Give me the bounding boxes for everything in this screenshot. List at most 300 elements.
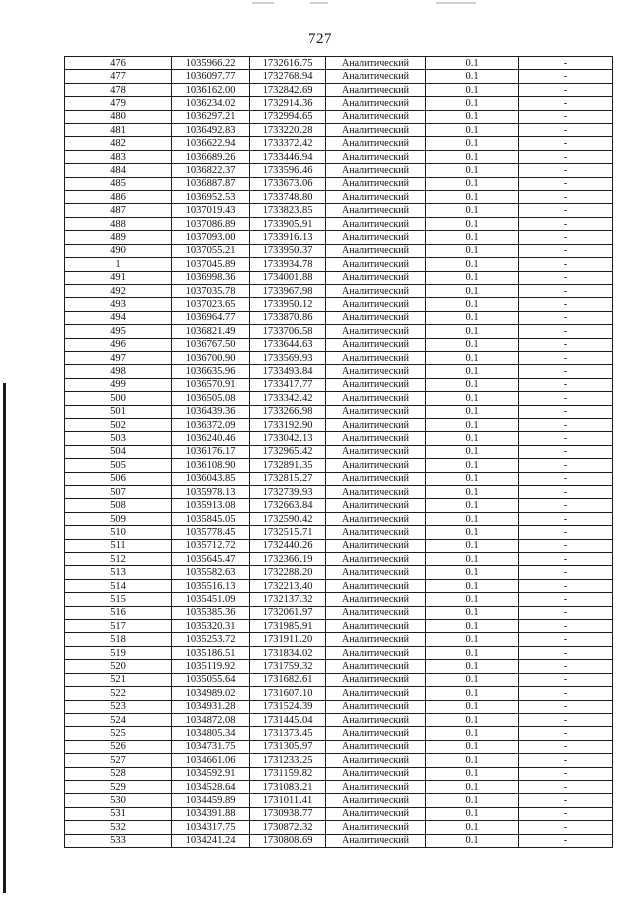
accuracy-cell: 0.1	[426, 606, 519, 619]
y-coordinate-cell: 1731985.91	[250, 620, 326, 633]
point-number-cell: 505	[65, 459, 172, 472]
point-number-cell: 528	[65, 767, 172, 780]
accuracy-cell: 0.1	[426, 660, 519, 673]
method-cell: Аналитический	[326, 298, 426, 311]
accuracy-cell: 0.1	[426, 486, 519, 499]
method-cell: Аналитический	[326, 579, 426, 592]
point-number-cell: 498	[65, 365, 172, 378]
point-number-cell: 481	[65, 124, 172, 137]
point-number-cell: 482	[65, 137, 172, 150]
y-coordinate-cell: 1733417.77	[250, 378, 326, 391]
accuracy-cell: 0.1	[426, 593, 519, 606]
x-coordinate-cell: 1036176.17	[172, 445, 250, 458]
y-coordinate-cell: 1734001.88	[250, 271, 326, 284]
method-cell: Аналитический	[326, 191, 426, 204]
method-cell: Аналитический	[326, 740, 426, 753]
point-number-cell: 525	[65, 727, 172, 740]
x-coordinate-cell: 1037019.43	[172, 204, 250, 217]
accuracy-cell: 0.1	[426, 298, 519, 311]
method-cell: Аналитический	[326, 110, 426, 123]
method-cell: Аналитический	[326, 780, 426, 793]
y-coordinate-cell: 1733934.78	[250, 258, 326, 271]
y-coordinate-cell: 1730808.69	[250, 834, 326, 847]
x-coordinate-cell: 1036622.94	[172, 137, 250, 150]
x-coordinate-cell: 1035845.05	[172, 512, 250, 525]
point-number-cell: 527	[65, 754, 172, 767]
accuracy-cell: 0.1	[426, 780, 519, 793]
extra-cell: -	[519, 231, 613, 244]
table-row	[65, 646, 613, 659]
x-coordinate-cell: 1036700.90	[172, 351, 250, 364]
table-row	[65, 351, 613, 364]
extra-cell: -	[519, 338, 613, 351]
accuracy-cell: 0.1	[426, 244, 519, 257]
point-number-cell: 477	[65, 70, 172, 83]
x-coordinate-cell: 1035913.08	[172, 499, 250, 512]
method-cell: Аналитический	[326, 325, 426, 338]
accuracy-cell: 0.1	[426, 338, 519, 351]
x-coordinate-cell: 1035645.47	[172, 553, 250, 566]
y-coordinate-cell: 1732842.69	[250, 83, 326, 96]
table-row	[65, 807, 613, 820]
x-coordinate-cell: 1035385.36	[172, 606, 250, 619]
y-coordinate-cell: 1732739.93	[250, 486, 326, 499]
method-cell: Аналитический	[326, 150, 426, 163]
method-cell: Аналитический	[326, 486, 426, 499]
accuracy-cell: 0.1	[426, 124, 519, 137]
point-number-cell: 502	[65, 418, 172, 431]
method-cell: Аналитический	[326, 204, 426, 217]
table-row	[65, 472, 613, 485]
table-row	[65, 418, 613, 431]
accuracy-cell: 0.1	[426, 150, 519, 163]
y-coordinate-cell: 1732891.35	[250, 459, 326, 472]
method-cell: Аналитический	[326, 271, 426, 284]
y-coordinate-cell: 1733446.94	[250, 150, 326, 163]
x-coordinate-cell: 1034872.08	[172, 713, 250, 726]
y-coordinate-cell: 1732914.36	[250, 97, 326, 110]
accuracy-cell: 0.1	[426, 137, 519, 150]
point-number-cell: 486	[65, 191, 172, 204]
accuracy-cell: 0.1	[426, 432, 519, 445]
point-number-cell: 520	[65, 660, 172, 673]
table-row	[65, 284, 613, 297]
method-cell: Аналитический	[326, 660, 426, 673]
table-row	[65, 633, 613, 646]
accuracy-cell: 0.1	[426, 271, 519, 284]
x-coordinate-cell: 1036097.77	[172, 70, 250, 83]
y-coordinate-cell: 1733870.86	[250, 311, 326, 324]
accuracy-cell: 0.1	[426, 807, 519, 820]
accuracy-cell: 0.1	[426, 459, 519, 472]
table-row	[65, 432, 613, 445]
point-number-cell: 500	[65, 392, 172, 405]
extra-cell: -	[519, 579, 613, 592]
table-row	[65, 110, 613, 123]
point-number-cell: 516	[65, 606, 172, 619]
table-row	[65, 204, 613, 217]
x-coordinate-cell: 1035516.13	[172, 579, 250, 592]
table-row	[65, 673, 613, 686]
point-number-cell: 511	[65, 539, 172, 552]
extra-cell: -	[519, 365, 613, 378]
method-cell: Аналитический	[326, 164, 426, 177]
y-coordinate-cell: 1733372.42	[250, 137, 326, 150]
x-coordinate-cell: 1036043.85	[172, 472, 250, 485]
extra-cell: -	[519, 97, 613, 110]
method-cell: Аналитический	[326, 620, 426, 633]
extra-cell: -	[519, 445, 613, 458]
point-number-cell: 531	[65, 807, 172, 820]
table-row	[65, 593, 613, 606]
extra-cell: -	[519, 821, 613, 834]
y-coordinate-cell: 1731834.02	[250, 646, 326, 659]
y-coordinate-cell: 1731682.61	[250, 673, 326, 686]
method-cell: Аналитический	[326, 365, 426, 378]
method-cell: Аналитический	[326, 633, 426, 646]
x-coordinate-cell: 1036689.26	[172, 150, 250, 163]
accuracy-cell: 0.1	[426, 472, 519, 485]
y-coordinate-cell: 1732137.32	[250, 593, 326, 606]
extra-cell: -	[519, 553, 613, 566]
accuracy-cell: 0.1	[426, 325, 519, 338]
x-coordinate-cell: 1037093.00	[172, 231, 250, 244]
extra-cell: -	[519, 137, 613, 150]
extra-cell: -	[519, 780, 613, 793]
extra-cell: -	[519, 351, 613, 364]
y-coordinate-cell: 1732616.75	[250, 57, 326, 70]
table-row	[65, 57, 613, 70]
point-number-cell: 497	[65, 351, 172, 364]
method-cell: Аналитический	[326, 472, 426, 485]
point-number-cell: 529	[65, 780, 172, 793]
table-row	[65, 727, 613, 740]
accuracy-cell: 0.1	[426, 821, 519, 834]
accuracy-cell: 0.1	[426, 204, 519, 217]
table-row	[65, 445, 613, 458]
accuracy-cell: 0.1	[426, 110, 519, 123]
method-cell: Аналитический	[326, 258, 426, 271]
coordinates-table	[64, 56, 613, 848]
x-coordinate-cell: 1035451.09	[172, 593, 250, 606]
y-coordinate-cell: 1733596.46	[250, 164, 326, 177]
table-row	[65, 137, 613, 150]
y-coordinate-cell: 1731083.21	[250, 780, 326, 793]
method-cell: Аналитический	[326, 338, 426, 351]
accuracy-cell: 0.1	[426, 566, 519, 579]
y-coordinate-cell: 1732768.94	[250, 70, 326, 83]
accuracy-cell: 0.1	[426, 392, 519, 405]
method-cell: Аналитический	[326, 432, 426, 445]
accuracy-cell: 0.1	[426, 673, 519, 686]
method-cell: Аналитический	[326, 754, 426, 767]
y-coordinate-cell: 1733266.98	[250, 405, 326, 418]
accuracy-cell: 0.1	[426, 311, 519, 324]
accuracy-cell: 0.1	[426, 499, 519, 512]
table-row	[65, 606, 613, 619]
page-number: 727	[308, 31, 332, 47]
y-coordinate-cell: 1731445.04	[250, 713, 326, 726]
accuracy-cell: 0.1	[426, 512, 519, 525]
method-cell: Аналитический	[326, 392, 426, 405]
table-row	[65, 459, 613, 472]
point-number-cell: 501	[65, 405, 172, 418]
y-coordinate-cell: 1733192.90	[250, 418, 326, 431]
extra-cell: -	[519, 432, 613, 445]
method-cell: Аналитический	[326, 606, 426, 619]
accuracy-cell: 0.1	[426, 579, 519, 592]
x-coordinate-cell: 1036964.77	[172, 311, 250, 324]
method-cell: Аналитический	[326, 539, 426, 552]
x-coordinate-cell: 1036570.91	[172, 378, 250, 391]
table-row	[65, 338, 613, 351]
accuracy-cell: 0.1	[426, 713, 519, 726]
method-cell: Аналитический	[326, 794, 426, 807]
y-coordinate-cell: 1732288.20	[250, 566, 326, 579]
method-cell: Аналитический	[326, 512, 426, 525]
y-coordinate-cell: 1732815.27	[250, 472, 326, 485]
extra-cell: -	[519, 646, 613, 659]
method-cell: Аналитический	[326, 499, 426, 512]
table-row	[65, 244, 613, 257]
point-number-cell: 489	[65, 231, 172, 244]
accuracy-cell: 0.1	[426, 646, 519, 659]
accuracy-cell: 0.1	[426, 754, 519, 767]
extra-cell: -	[519, 834, 613, 847]
table-row	[65, 217, 613, 230]
x-coordinate-cell: 1036952.53	[172, 191, 250, 204]
table-row	[65, 191, 613, 204]
point-number-cell: 526	[65, 740, 172, 753]
extra-cell: -	[519, 512, 613, 525]
point-number-cell: 480	[65, 110, 172, 123]
y-coordinate-cell: 1732061.97	[250, 606, 326, 619]
y-coordinate-cell: 1730872.32	[250, 821, 326, 834]
y-coordinate-cell: 1731159.82	[250, 767, 326, 780]
method-cell: Аналитический	[326, 351, 426, 364]
table-row	[65, 754, 613, 767]
y-coordinate-cell: 1732213.40	[250, 579, 326, 592]
scan-artifact	[252, 2, 274, 4]
accuracy-cell: 0.1	[426, 97, 519, 110]
point-number-cell: 530	[65, 794, 172, 807]
point-number-cell: 479	[65, 97, 172, 110]
table-row	[65, 325, 613, 338]
extra-cell: -	[519, 271, 613, 284]
method-cell: Аналитический	[326, 124, 426, 137]
y-coordinate-cell: 1733916.13	[250, 231, 326, 244]
x-coordinate-cell: 1036887.87	[172, 177, 250, 190]
method-cell: Аналитический	[326, 713, 426, 726]
extra-cell: -	[519, 727, 613, 740]
point-number-cell: 504	[65, 445, 172, 458]
x-coordinate-cell: 1036240.46	[172, 432, 250, 445]
x-coordinate-cell: 1035778.45	[172, 526, 250, 539]
table-row	[65, 794, 613, 807]
extra-cell: -	[519, 258, 613, 271]
method-cell: Аналитический	[326, 97, 426, 110]
accuracy-cell: 0.1	[426, 620, 519, 633]
method-cell: Аналитический	[326, 700, 426, 713]
x-coordinate-cell: 1036234.02	[172, 97, 250, 110]
extra-cell: -	[519, 110, 613, 123]
y-coordinate-cell: 1733950.37	[250, 244, 326, 257]
table-row	[65, 713, 613, 726]
x-coordinate-cell: 1034592.91	[172, 767, 250, 780]
accuracy-cell: 0.1	[426, 378, 519, 391]
extra-cell: -	[519, 767, 613, 780]
point-number-cell: 483	[65, 150, 172, 163]
table-row	[65, 405, 613, 418]
extra-cell: -	[519, 472, 613, 485]
table-row	[65, 177, 613, 190]
extra-cell: -	[519, 687, 613, 700]
extra-cell: -	[519, 526, 613, 539]
y-coordinate-cell: 1733569.93	[250, 351, 326, 364]
accuracy-cell: 0.1	[426, 70, 519, 83]
extra-cell: -	[519, 325, 613, 338]
x-coordinate-cell: 1035253.72	[172, 633, 250, 646]
y-coordinate-cell: 1732994.65	[250, 110, 326, 123]
y-coordinate-cell: 1733748.80	[250, 191, 326, 204]
accuracy-cell: 0.1	[426, 177, 519, 190]
accuracy-cell: 0.1	[426, 57, 519, 70]
point-number-cell: 518	[65, 633, 172, 646]
x-coordinate-cell: 1035119.92	[172, 660, 250, 673]
method-cell: Аналитический	[326, 137, 426, 150]
x-coordinate-cell: 1036372.09	[172, 418, 250, 431]
accuracy-cell: 0.1	[426, 633, 519, 646]
method-cell: Аналитический	[326, 687, 426, 700]
table-row	[65, 687, 613, 700]
method-cell: Аналитический	[326, 553, 426, 566]
table-row	[65, 620, 613, 633]
point-number-cell: 491	[65, 271, 172, 284]
extra-cell: -	[519, 392, 613, 405]
extra-cell: -	[519, 150, 613, 163]
accuracy-cell: 0.1	[426, 164, 519, 177]
accuracy-cell: 0.1	[426, 539, 519, 552]
x-coordinate-cell: 1036821.49	[172, 325, 250, 338]
table-row	[65, 392, 613, 405]
y-coordinate-cell: 1733042.13	[250, 432, 326, 445]
extra-cell: -	[519, 566, 613, 579]
y-coordinate-cell: 1731305.97	[250, 740, 326, 753]
y-coordinate-cell: 1733823.85	[250, 204, 326, 217]
y-coordinate-cell: 1732515.71	[250, 526, 326, 539]
accuracy-cell: 0.1	[426, 405, 519, 418]
point-number-cell: 485	[65, 177, 172, 190]
extra-cell: -	[519, 204, 613, 217]
table-row	[65, 365, 613, 378]
y-coordinate-cell: 1733342.42	[250, 392, 326, 405]
method-cell: Аналитический	[326, 418, 426, 431]
extra-cell: -	[519, 620, 613, 633]
y-coordinate-cell: 1731011.41	[250, 794, 326, 807]
y-coordinate-cell: 1733644.63	[250, 338, 326, 351]
table-row	[65, 311, 613, 324]
extra-cell: -	[519, 70, 613, 83]
y-coordinate-cell: 1731524.39	[250, 700, 326, 713]
extra-cell: -	[519, 418, 613, 431]
extra-cell: -	[519, 177, 613, 190]
accuracy-cell: 0.1	[426, 794, 519, 807]
x-coordinate-cell: 1034528.64	[172, 780, 250, 793]
method-cell: Аналитический	[326, 70, 426, 83]
method-cell: Аналитический	[326, 311, 426, 324]
table-row	[65, 566, 613, 579]
accuracy-cell: 0.1	[426, 258, 519, 271]
point-number-cell: 487	[65, 204, 172, 217]
point-number-cell: 532	[65, 821, 172, 834]
point-number-cell: 513	[65, 566, 172, 579]
x-coordinate-cell: 1034931.28	[172, 700, 250, 713]
x-coordinate-cell: 1036162.00	[172, 83, 250, 96]
point-number-cell: 517	[65, 620, 172, 633]
accuracy-cell: 0.1	[426, 445, 519, 458]
extra-cell: -	[519, 794, 613, 807]
method-cell: Аналитический	[326, 405, 426, 418]
table-row	[65, 740, 613, 753]
x-coordinate-cell: 1035978.13	[172, 486, 250, 499]
x-coordinate-cell: 1037035.78	[172, 284, 250, 297]
method-cell: Аналитический	[326, 445, 426, 458]
y-coordinate-cell: 1733967.98	[250, 284, 326, 297]
point-number-cell: 476	[65, 57, 172, 70]
y-coordinate-cell: 1731373.45	[250, 727, 326, 740]
x-coordinate-cell: 1036767.50	[172, 338, 250, 351]
x-coordinate-cell: 1037086.89	[172, 217, 250, 230]
method-cell: Аналитический	[326, 83, 426, 96]
y-coordinate-cell: 1731607.10	[250, 687, 326, 700]
extra-cell: -	[519, 378, 613, 391]
method-cell: Аналитический	[326, 673, 426, 686]
point-number-cell: 519	[65, 646, 172, 659]
table-row	[65, 660, 613, 673]
accuracy-cell: 0.1	[426, 83, 519, 96]
accuracy-cell: 0.1	[426, 727, 519, 740]
accuracy-cell: 0.1	[426, 687, 519, 700]
table-row	[65, 70, 613, 83]
extra-cell: -	[519, 499, 613, 512]
table-row	[65, 164, 613, 177]
accuracy-cell: 0.1	[426, 767, 519, 780]
point-number-cell: 515	[65, 593, 172, 606]
x-coordinate-cell: 1037055.21	[172, 244, 250, 257]
method-cell: Аналитический	[326, 821, 426, 834]
extra-cell: -	[519, 57, 613, 70]
extra-cell: -	[519, 191, 613, 204]
point-number-cell: 509	[65, 512, 172, 525]
point-number-cell: 492	[65, 284, 172, 297]
extra-cell: -	[519, 405, 613, 418]
y-coordinate-cell: 1731911.20	[250, 633, 326, 646]
scan-artifact	[310, 2, 328, 4]
y-coordinate-cell: 1731759.32	[250, 660, 326, 673]
method-cell: Аналитический	[326, 727, 426, 740]
x-coordinate-cell: 1036998.36	[172, 271, 250, 284]
binding-margin-line	[3, 383, 6, 893]
x-coordinate-cell: 1036297.21	[172, 110, 250, 123]
method-cell: Аналитический	[326, 593, 426, 606]
extra-cell: -	[519, 740, 613, 753]
table-row	[65, 486, 613, 499]
method-cell: Аналитический	[326, 244, 426, 257]
point-number-cell: 499	[65, 378, 172, 391]
extra-cell: -	[519, 673, 613, 686]
extra-cell: -	[519, 593, 613, 606]
point-number-cell: 533	[65, 834, 172, 847]
